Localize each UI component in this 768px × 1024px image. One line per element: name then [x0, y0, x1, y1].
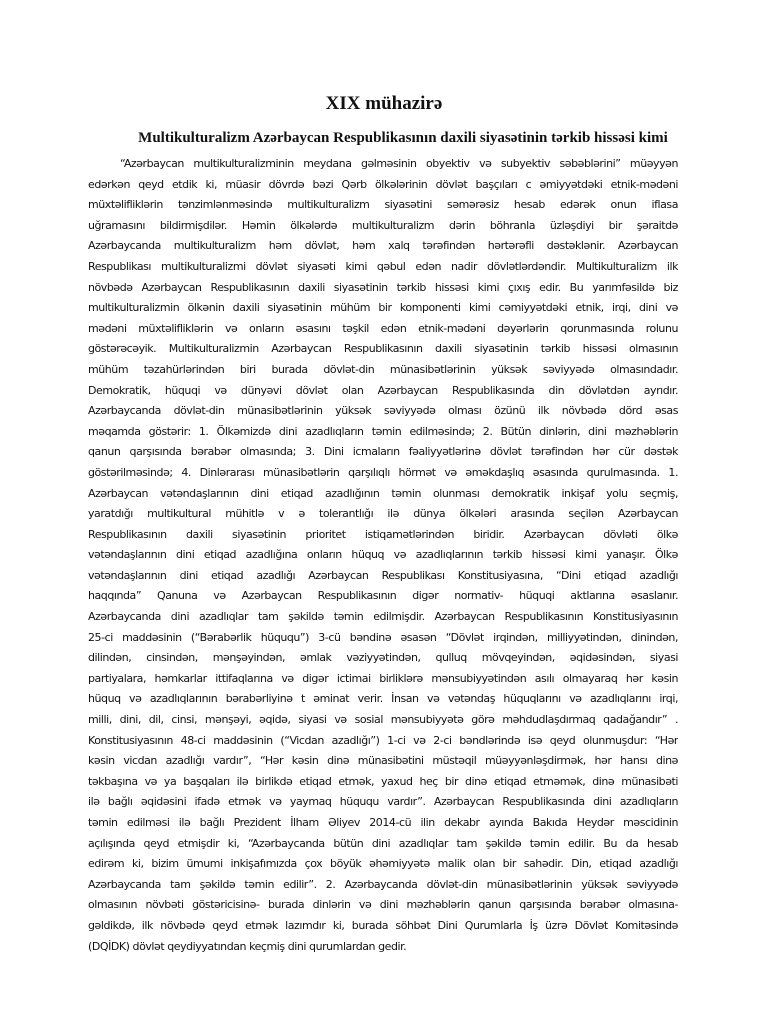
body-line: edərkən qeyd etdik ki, müasir dövrdə bəzi Qərb ölkələrinin dövlət başçıları c əmiyyətdəki etnik-mədəni	[88, 177, 678, 191]
body-line: növbədə Azərbaycan Respublikasının daxili siyasətinin tərkib hissəsi kimi çıxış edir. Bu yarımfəsildə biz	[88, 280, 678, 294]
body-line: ilə bağlı əqidəsini ifadə etmək və yaymaq hüququ vardır”. Azərbaycan Respublikasında dini azadlıqların	[88, 795, 678, 809]
body-line: Demokratik, hüquqi və dünyəvi dövlət olan Azərbaycan Respublikasında din dövlətdən ayrıdır.	[88, 383, 678, 397]
body-text	[88, 154, 678, 957]
body-line: vətəndaşlarının dini etiqad azadlığına onların hüquq və azadlıqlarının tərkib hissəsi kimi yanaşır. Ölkə	[88, 548, 678, 562]
body-line: multikulturalizmin ölkənin daxili siyasətinin mühüm bir komponenti kimi cəmiyyətdəki etnik, irqi, dini və	[88, 301, 678, 315]
body-line: edirəm ki, bizim ümumi inkişafımızda çox böyük əhəmiyyətə malik olan bir sahədir. Din, etiqad azadlığı	[88, 857, 678, 871]
body-line: qanun qarşısında bərabər olmasında; 3. Dini icmaların fəaliyyətlərinə dövlət tərəfindən hər cür dəstək	[88, 445, 678, 459]
body-line: Konstitusiyasının 48-ci maddəsinin (“Vicdan azadlığı”) 1-ci və 2-ci bəndlərində isə qeyd olunmuşdur: “Hər	[88, 733, 678, 747]
body-line: kəsin vicdan azadlığı vardır”, “Hər kəsin dinə münasibətini müstəqil müəyyənləşdirmək, hər hansı dinə	[88, 754, 678, 768]
body-line: mühüm təzahürlərindən biri burada dövlət-din münasibətlərinin yüksək səviyyədə olmasındadır.	[88, 362, 678, 376]
body-line: 25-ci maddəsinin (“Bərabərlik hüququ”) 3-cü bəndinə əsasən “Dövlət irqindən, milliyyətindən, dinindən,	[88, 630, 678, 644]
body-line: Azərbaycanda multikulturalizm həm dövlət, həm xalq tərəfindən hərtərəfli dəstəklənir. Azərbaycan	[88, 239, 678, 253]
body-line: olmasının növbəti göstəricisinə- burada dinlərin və dini məzhəblərin qanun qarşısında bərabər olmasına-	[88, 898, 678, 912]
body-line: uğramasını bildirmişdilər. Həmin ölkələrdə multikulturalizm dərin böhranla üzləşdiyi bir şəraitdə	[88, 218, 678, 232]
body-line: partiyalara, həmkarlar ittifaqlarına və digər ictimai birliklərə mənsubiyyətindən asılı olmayaraq hər kəsin	[88, 671, 678, 685]
body-line: Azərbaycanda dini azadlıqlar tam şəkildə təmin edilmişdir. Azərbaycan Respublikasının Konstitusiyasının	[88, 610, 678, 624]
body-line: açılışında qeyd etmişdir ki, “Azərbaycanda bütün dini azadlıqlar tam şəkildə təmin edilir. Bu da hesab	[88, 836, 678, 850]
body-line: müxtəlifliklərin tənzimlənməsində multikulturalizm siyasətini səmərəsiz hesab edərək onun iflasa	[88, 198, 678, 212]
body-line: mədəni müxtəlifliklərin və onların əsasını təşkil edən etnik-mədəni dəyərlərin qorunmasında rolunu	[88, 321, 678, 335]
body-line: “Azərbaycan multikulturalizminin meydana gəlməsinin obyektiv və subyektiv səbəblərini” müəyyən	[120, 157, 678, 170]
document-title: XIX mühazirə	[325, 93, 443, 114]
document-subtitle: Multikulturalizm Azərbaycan Respublikasının daxili siyasətinin tərkib hissəsi kimi	[138, 130, 668, 146]
body-line: milli, dini, dil, cinsi, mənşəyi, əqidə, siyasi və sosial mənsubiyyətə görə məhdudlaşdırmaq qadağandır” .	[88, 713, 678, 727]
body-line: təmin edilməsi ilə bağlı Prezident İlham Əliyev 2014-cü ilin dekabr ayında Bakıda Heydər məscidinin	[88, 816, 678, 829]
body-line: göstərilməsində; 4. Dinlərarası münasibətlərin qarşılıqlı hörmət və əməkdaşlıq əsasında qurulmasında. 1.	[88, 465, 678, 479]
body-line: Azərbaycan vətəndaşlarının dini etiqad azadlığının təmin olunması demokratik inkişaf yolu seçmiş,	[88, 486, 678, 500]
body-line: təkbaşına və ya başqaları ilə birlikdə etiqad etmək, yaxud heç bir dinə etiqad etməmək, dinə münasibəti	[88, 774, 678, 788]
body-line: vətəndaşlarının dini etiqad azadlığı Azərbaycan Respublikası Konstitusiyasına, “Dini etiqad azadlığı	[88, 568, 678, 582]
body-line: gəldikdə, ilk növbədə qeyd etmək lazımdır ki, burada söhbət Dini Qurumlarla İş üzrə Dövlət Komitəsində	[88, 918, 678, 932]
body-line: məqamda göstərir: 1. Ölkəmizdə dini azadlıqların təmin edilməsində; 2. Bütün dinlərin, dini məzhəblərin	[88, 424, 678, 438]
body-line: Respublikası multikulturalizmi dövlət siyasəti kimi qəbul edən nadir dövlətlərdəndir. Multikulturalizm ilk	[88, 259, 678, 273]
body-line: hüquq və azadlıqlarının bərabərliyinə t əminat verir. İnsan və vətəndaş hüquqlarını və azadlıqlarını irqi,	[88, 692, 678, 706]
body-line: (DQİDK) dövlət qeydiyyatından keçmiş dini qurumlardan gedir.	[88, 939, 407, 953]
body-line: haqqında” Qanuna və Azərbaycan Respublikasının digər normativ- hüquqi aktlarına əsaslanır.	[88, 589, 678, 603]
body-line: Respublikasının daxili siyasətinin prioritet istiqamətlərindən biridir. Azərbaycan dövləti ölkə	[88, 527, 678, 541]
body-line: yaratdığı multikultural mühitlə v ə tolerantlığı ilə dünya ölkələri arasında seçilən Azərbaycan	[88, 507, 678, 521]
body-line: Azərbaycanda tam şəkildə təmin edilir”. 2. Azərbaycanda dövlət-din münasibətlərinin yüksək səviyyədə	[88, 877, 678, 891]
body-line: dilindən, cinsindən, mənşəyindən, əmlak vəziyyətindən, qulluq mövqeyindən, əqidəsindən, siyasi	[88, 651, 678, 665]
body-line: Azərbaycanda dövlət-din münasibətlərinin yüksək səviyyədə olması özünü ilk növbədə dörd əsas	[88, 404, 678, 418]
body-line: göstərəcəyik. Multikulturalizmin Azərbaycan Respublikasının daxili siyasətinin tərkib hissəsi olmasının	[88, 342, 678, 356]
